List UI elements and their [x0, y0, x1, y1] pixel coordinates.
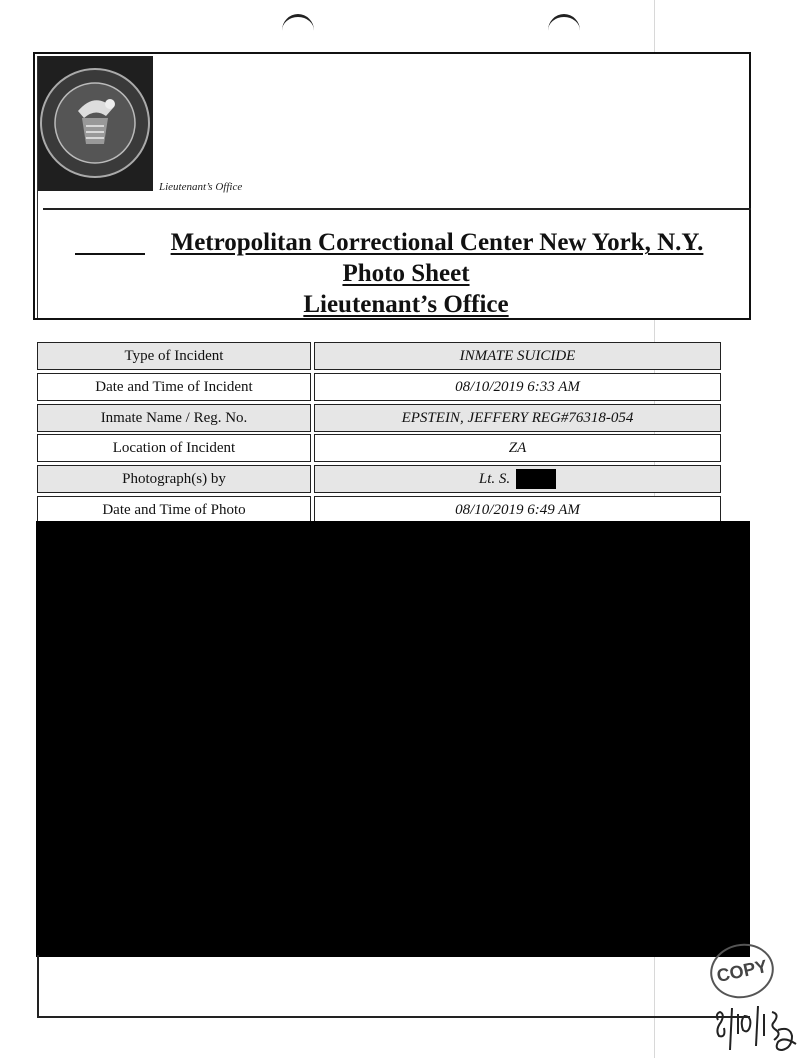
punch-hole-left [282, 14, 314, 47]
copy-stamp: COPY [705, 938, 779, 1004]
row-value: 08/10/2019 6:33 AM [314, 373, 721, 401]
table-row [37, 496, 721, 524]
row-label: Inmate Name / Reg. No. [37, 404, 311, 432]
row-value-photographer [314, 465, 721, 493]
table-row [37, 434, 721, 462]
photo-sheet-title [0, 260, 812, 288]
row-value: ZA [314, 434, 721, 462]
table-row [37, 342, 721, 370]
lower-frame-left [37, 955, 39, 1018]
table-row [37, 373, 721, 401]
lieutenants-office-caption: Lieutenant’s Office [159, 181, 243, 193]
facility-title-text: Metropolitan Correctional Center New York, N.Y. [170, 229, 704, 256]
office-title [0, 291, 812, 319]
photographer-name: Lt. S. [478, 470, 511, 487]
photo-sheet-title-text: Photo Sheet [342, 260, 470, 287]
row-label: Type of Incident [37, 342, 311, 370]
office-title-text: Lieutenant’s Office [303, 291, 509, 318]
header-divider [43, 208, 751, 210]
redaction-box [516, 469, 556, 489]
row-value: 08/10/2019 6:49 AM [314, 496, 721, 524]
table-row [37, 404, 721, 432]
lower-frame-bottom [37, 1016, 750, 1018]
handwritten-date-signature [712, 1000, 807, 1055]
facility-title [0, 229, 812, 257]
doj-seal-logo [38, 56, 153, 191]
table-row [37, 465, 721, 493]
row-label: Date and Time of Incident [37, 373, 311, 401]
row-value: EPSTEIN, JEFFERY REG#76318-054 [314, 404, 721, 432]
row-label: Photograph(s) by [37, 465, 311, 493]
row-label: Date and Time of Photo [37, 496, 311, 524]
redacted-photo-area [36, 521, 750, 957]
punch-hole-right [548, 14, 580, 47]
row-value: INMATE SUICIDE [314, 342, 721, 370]
row-label: Location of Incident [37, 434, 311, 462]
